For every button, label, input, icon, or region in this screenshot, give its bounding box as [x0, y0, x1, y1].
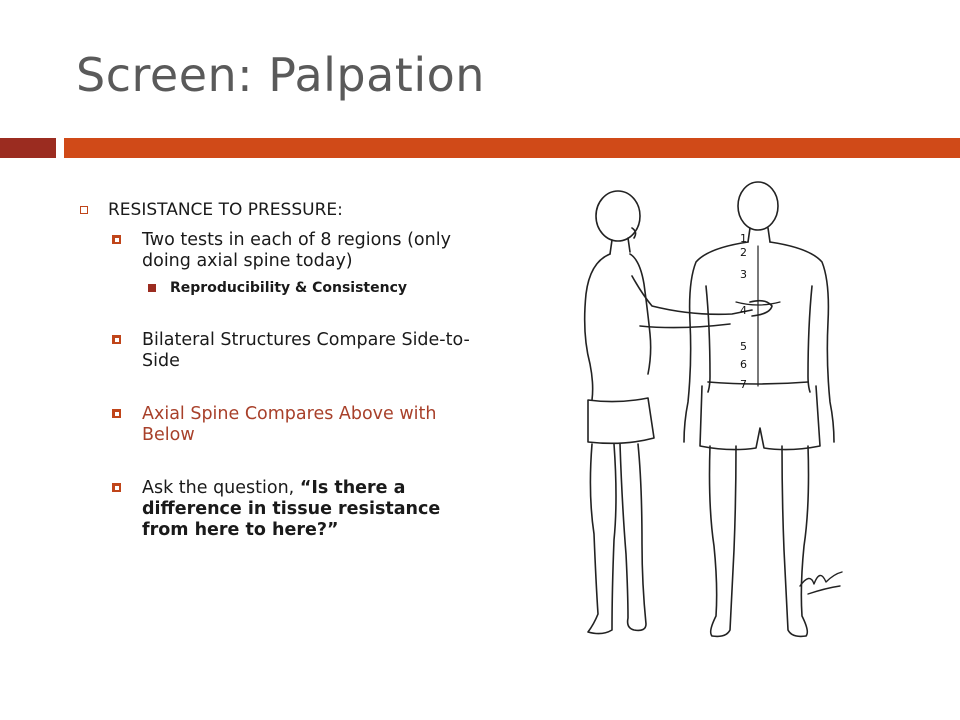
bullet-item-2	[78, 330, 488, 372]
bullet-item-4-quote: “Is there a difference in tissue resistance from here to here?”	[142, 478, 441, 540]
patient-figure	[684, 182, 834, 636]
spine-level-label: 4	[740, 304, 747, 317]
bullet-heading-text: RESISTANCE TO PRESSURE:	[108, 200, 343, 220]
square-bullet-icon	[112, 235, 121, 244]
spine-level-label: 5	[740, 340, 747, 353]
bullet-item-1	[78, 230, 488, 272]
artist-signature	[800, 572, 842, 594]
spine-level-label: 1	[740, 232, 747, 245]
bullet-item-3-text: Axial Spine Compares Above with Below	[142, 404, 437, 445]
bullet-item-3	[78, 404, 488, 446]
spine-level-label: 3	[740, 268, 747, 281]
bullet-list	[78, 200, 488, 541]
title-rule-left	[0, 138, 56, 158]
square-bullet-icon	[112, 335, 121, 344]
square-bullet-icon	[112, 483, 121, 492]
slide-title: Screen: Palpation	[76, 48, 485, 102]
bullet-subitem-1	[78, 280, 488, 296]
bullet-heading	[78, 200, 488, 220]
title-rule-right	[64, 138, 960, 158]
bullet-item-2-text: Bilateral Structures Compare Side-to-Side	[142, 330, 470, 371]
square-bullet-icon	[112, 409, 121, 418]
hollow-square-bullet-icon	[80, 206, 88, 214]
spine-level-label: 7	[740, 378, 747, 391]
spine-level-labels	[740, 232, 747, 391]
bullet-item-1-text: Two tests in each of 8 regions (only doing axial spine today)	[142, 230, 451, 271]
filled-square-bullet-icon	[148, 284, 156, 292]
spine-level-label: 6	[740, 358, 747, 371]
bullet-item-4-prefix: Ask the question,	[142, 478, 300, 498]
palpation-illustration	[560, 176, 860, 656]
bullet-subitem-1-text: Reproducibility & Consistency	[170, 280, 408, 296]
spine-level-label: 2	[740, 246, 747, 259]
bullet-item-4	[78, 478, 488, 541]
